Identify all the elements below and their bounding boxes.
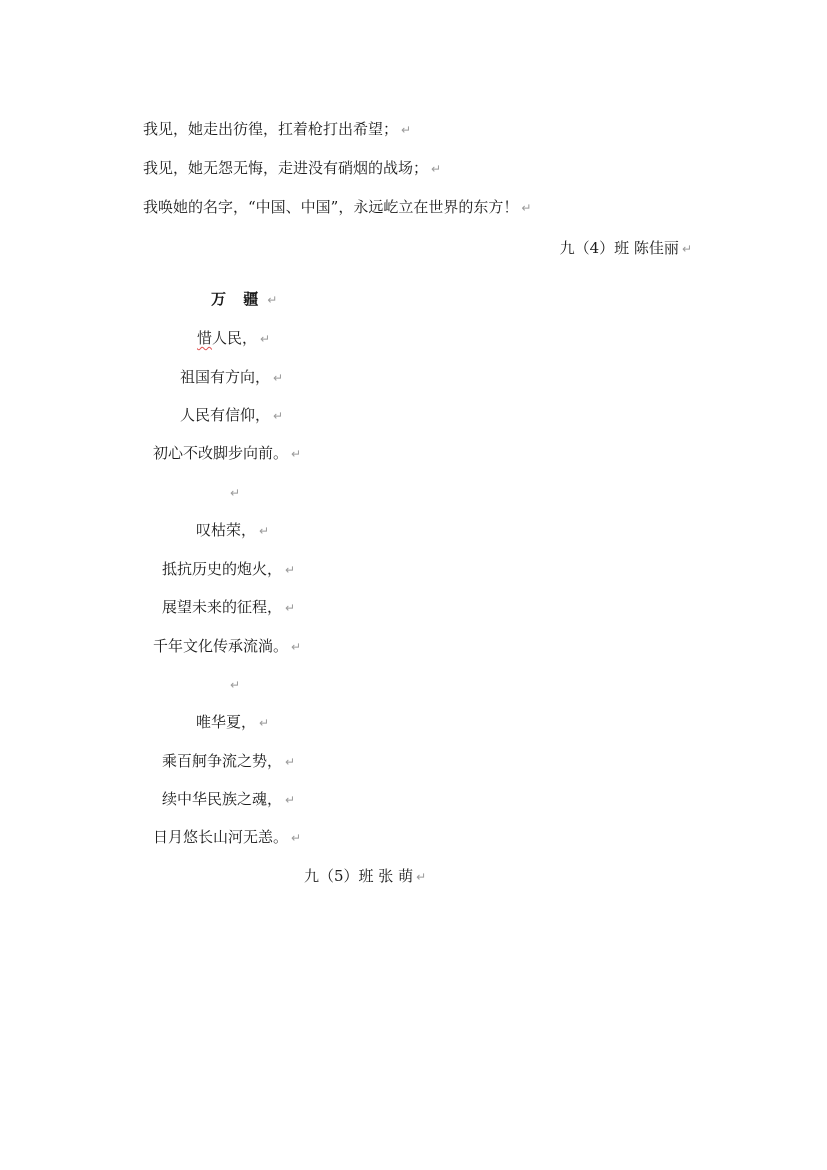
stanza2-line-1 (196, 520, 269, 541)
poem2-author-text: 九（5）班 张 萌 (304, 867, 414, 885)
stanza3-line-1-text: 唯华夏， (196, 713, 257, 731)
poem1-author-text: 九（4）班 陈佳丽 (559, 239, 679, 257)
poem1-line-3 (143, 197, 531, 218)
stanza1-line-1-rest: 人民， (212, 329, 258, 347)
stanza1-line-4 (153, 443, 301, 464)
paragraph-mark-icon: ↵ (260, 332, 271, 346)
stanza3-line-1 (196, 712, 269, 733)
paragraph-mark-icon: ↵ (521, 201, 532, 215)
stanza2-line-2 (162, 559, 295, 580)
blank-line-1 (227, 482, 240, 503)
stanza3-line-4-text: 日月悠长山河无恙。 (153, 828, 289, 846)
stanza2-line-4 (153, 636, 301, 657)
paragraph-mark-icon: ↵ (285, 563, 296, 577)
paragraph-mark-icon: ↵ (401, 123, 412, 137)
stanza1-line-2 (180, 367, 283, 388)
poem2-title (211, 289, 277, 310)
paragraph-mark-icon: ↵ (681, 242, 692, 256)
paragraph-mark-icon: ↵ (291, 447, 302, 461)
paragraph-mark-icon: ↵ (230, 486, 241, 500)
poem1-line-1 (143, 119, 411, 140)
paragraph-mark-icon: ↵ (431, 162, 442, 176)
poem2-author (304, 866, 426, 887)
paragraph-mark-icon: ↵ (285, 601, 296, 615)
stanza3-line-3 (162, 789, 295, 810)
stanza3-line-3-text: 续中华民族之魂， (162, 790, 283, 808)
paragraph-mark-icon: ↵ (273, 371, 284, 385)
stanza3-line-4 (153, 827, 301, 848)
stanza3-line-2 (162, 751, 295, 772)
paragraph-mark-icon: ↵ (291, 831, 302, 845)
poem1-line-1-text: 我见，她走出彷徨，扛着枪打出希望； (143, 120, 399, 138)
stanza1-line-2-text: 祖国有方向， (180, 368, 271, 386)
blank-line-2 (227, 674, 240, 695)
stanza1-line-3-text: 人民有信仰， (180, 406, 271, 424)
paragraph-mark-icon: ↵ (259, 716, 270, 730)
paragraph-mark-icon: ↵ (285, 793, 296, 807)
poem1-line-2-text: 我见，她无怨无悔，走进没有硝烟的战场； (143, 159, 429, 177)
stanza1-line-1 (197, 328, 270, 349)
stanza1-line-4-text: 初心不改脚步向前。 (153, 444, 289, 462)
poem2-title-text: 万 疆 (211, 290, 265, 308)
spellcheck-underline: 惜 (197, 329, 213, 347)
stanza2-line-3-text: 展望未来的征程， (162, 598, 283, 616)
poem1-author (560, 238, 692, 259)
stanza2-line-1-text: 叹枯荣， (196, 521, 257, 539)
paragraph-mark-icon: ↵ (291, 640, 302, 654)
stanza2-line-3 (162, 597, 295, 618)
stanza1-line-3 (180, 405, 283, 426)
paragraph-mark-icon: ↵ (267, 293, 278, 307)
paragraph-mark-icon: ↵ (285, 755, 296, 769)
paragraph-mark-icon: ↵ (259, 524, 270, 538)
stanza3-line-2-text: 乘百舸争流之势， (162, 752, 283, 770)
stanza2-line-4-text: 千年文化传承流淌。 (153, 637, 289, 655)
poem1-line-2 (143, 158, 441, 179)
paragraph-mark-icon: ↵ (230, 678, 241, 692)
poem1-line-3-text: 我唤她的名字，“中国、中国”，永远屹立在世界的东方！ (143, 198, 519, 216)
stanza2-line-2-text: 抵抗历史的炮火， (162, 560, 283, 578)
paragraph-mark-icon: ↵ (416, 870, 427, 884)
paragraph-mark-icon: ↵ (273, 409, 284, 423)
